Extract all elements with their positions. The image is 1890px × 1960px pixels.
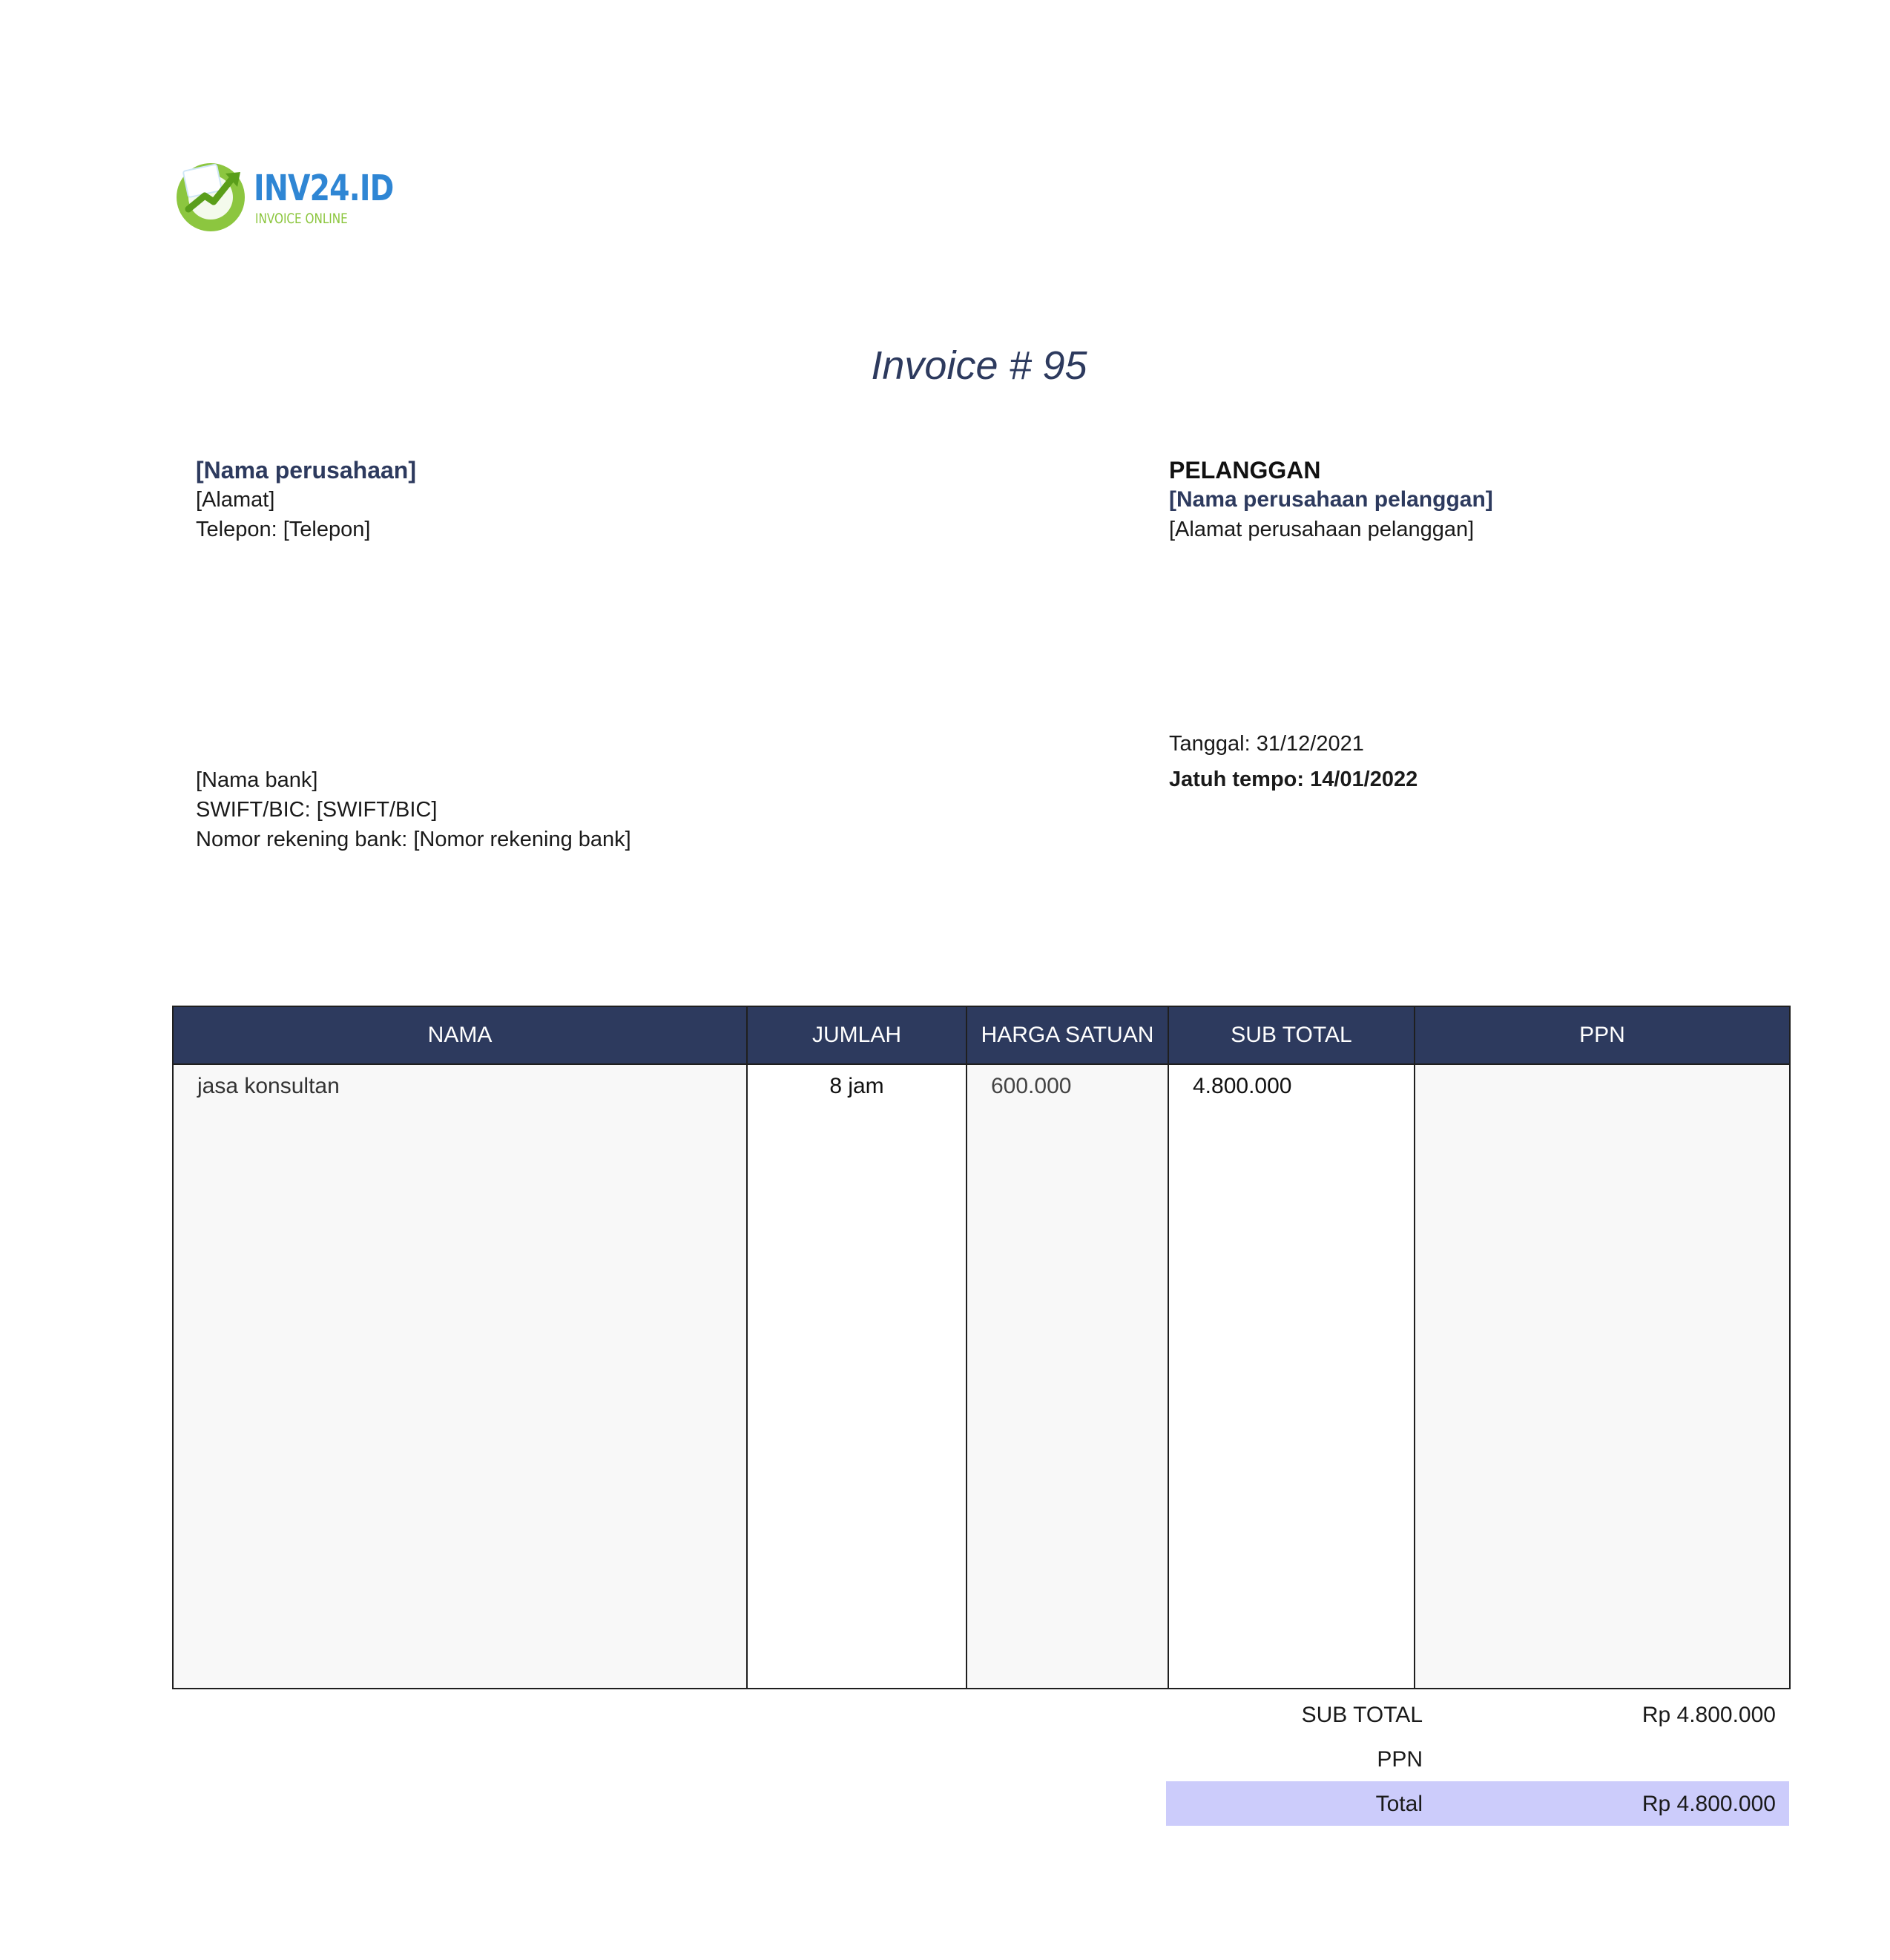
bank-info: [196, 765, 631, 854]
item-name: jasa konsultan: [197, 1074, 340, 1098]
subtotal-value: Rp 4.800.000: [1642, 1703, 1776, 1727]
totals-section: [1166, 1692, 1789, 1826]
cell-subtotal: [1168, 1064, 1415, 1689]
company-phone: Telepon: [Telepon]: [196, 518, 371, 541]
header-sub-total: SUB TOTAL: [1168, 1006, 1415, 1064]
customer-info: [1169, 455, 1493, 544]
item-price: 600.000: [991, 1074, 1072, 1098]
table-row: [173, 1064, 1790, 1689]
header-ppn: PPN: [1415, 1006, 1790, 1064]
ppn-label: PPN: [1377, 1747, 1423, 1772]
customer-name: [Nama perusahaan pelanggan]: [1169, 487, 1493, 512]
subtotal-row: [1166, 1692, 1789, 1737]
cell-name: [173, 1064, 747, 1689]
bank-account: Nomor rekening bank: [Nomor rekening bank]: [196, 828, 631, 851]
customer-label: PELANGGAN: [1169, 457, 1321, 484]
cell-ppn: [1415, 1064, 1790, 1689]
header-jumlah: JUMLAH: [747, 1006, 967, 1064]
item-qty: 8 jam: [829, 1074, 884, 1098]
item-subtotal: 4.800.000: [1193, 1074, 1292, 1098]
cell-price: [967, 1064, 1168, 1689]
invoice-dates: [1169, 729, 1418, 794]
bank-name: [Nama bank]: [196, 768, 318, 792]
invoice-date: Tanggal: 31/12/2021: [1169, 732, 1364, 756]
header-nama: NAMA: [173, 1006, 747, 1064]
subtotal-label: SUB TOTAL: [1301, 1703, 1423, 1727]
invoice-title: Invoice # 95: [871, 343, 1087, 388]
logo-tagline: INVOICE ONLINE: [255, 211, 348, 227]
total-row: [1166, 1781, 1789, 1826]
company-info: [196, 455, 416, 544]
bank-swift: SWIFT/BIC: [SWIFT/BIC]: [196, 798, 438, 822]
company-address: [Alamat]: [196, 488, 275, 512]
brand-logo: [172, 157, 395, 239]
logo-brand-text: INV24.ID: [254, 168, 394, 209]
customer-address: [Alamat perusahaan pelanggan]: [1169, 518, 1475, 541]
logo-icon: [172, 157, 249, 234]
table-header-row: [173, 1006, 1790, 1064]
total-value: Rp 4.800.000: [1642, 1792, 1776, 1816]
total-label: Total: [1375, 1792, 1423, 1816]
cell-qty: [747, 1064, 967, 1689]
ppn-row: [1166, 1737, 1789, 1781]
header-harga-satuan: HARGA SATUAN: [967, 1006, 1168, 1064]
items-table: [172, 1006, 1791, 1689]
company-name: [Nama perusahaan]: [196, 457, 416, 484]
due-date: Jatuh tempo: 14/01/2022: [1169, 768, 1418, 791]
